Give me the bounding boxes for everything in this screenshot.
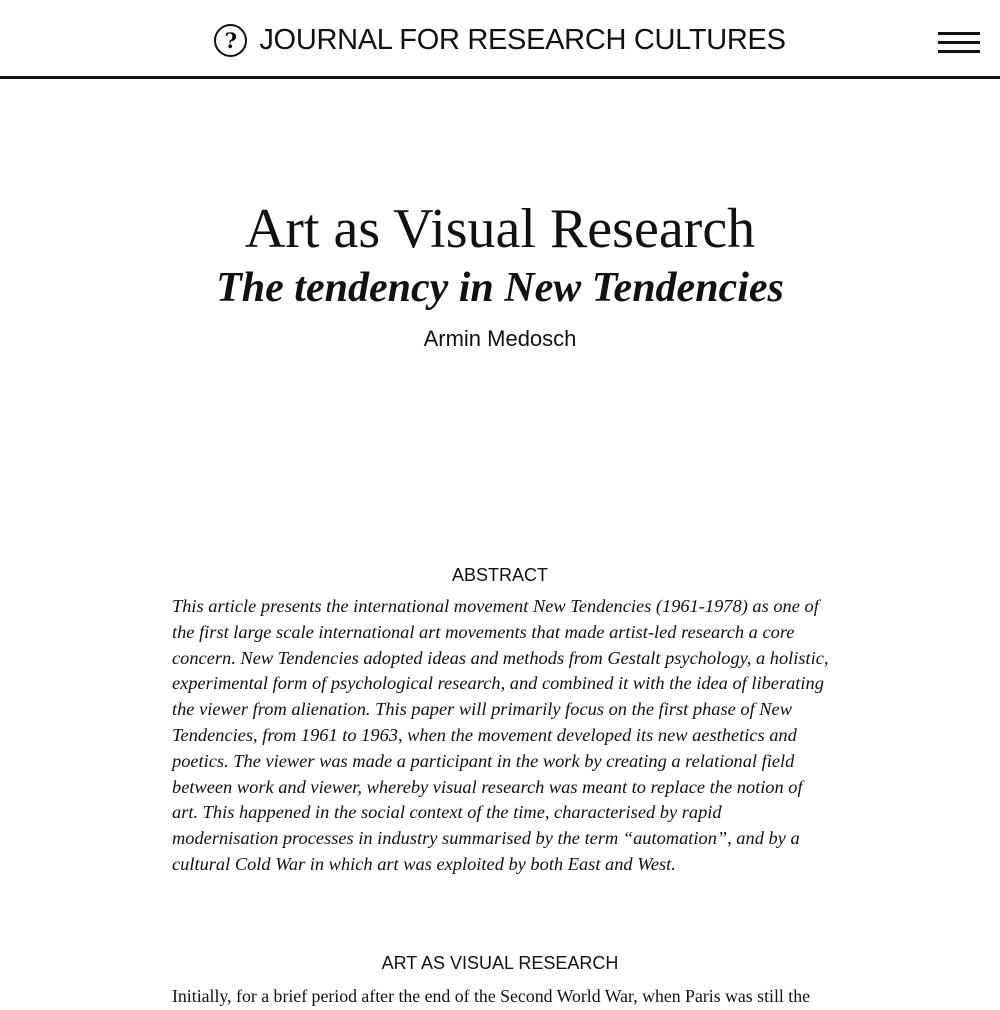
menu-bar-bottom	[938, 50, 980, 53]
site-header	[0, 0, 1000, 79]
question-mark-logo-icon: ?	[214, 24, 247, 57]
abstract-heading: ABSTRACT	[451, 565, 548, 585]
hamburger-menu-icon[interactable]	[938, 32, 980, 54]
abstract-text: This article presents the international movement New Tendencies (1961-1978) as one of the first large scale international art movements that made artist-led research a core concern. New Tendencies adopted ideas and methods from Gestalt psychology, a holistic, experimental form of psychological research, and combined it with the idea of liberating the viewer from alienation. This paper will primarily focus on the first phase of New Tendencies, from 1961 to 1963, when the movement developed its new aesthetics and poetics. The viewer was made a participant in the work by creating a relational field between work and viewer, whereby visual research was meant to replace the notion of art. This happened in the social context of the time, characterised by rapid modernisation processes in industry summarised by the term “automation”, and by a cultural Cold War in which art was exploited by both East and West.	[172, 596, 829, 874]
journal-title[interactable]: JOURNAL FOR RESEARCH CULTURES	[259, 24, 786, 56]
menu-bar-middle	[938, 41, 980, 44]
article-author[interactable]: Armin Medosch	[423, 326, 577, 351]
menu-bar-top	[938, 32, 980, 35]
article-title-block	[0, 196, 1000, 352]
journal-brand[interactable]	[0, 24, 1000, 57]
section-text: Initially, for a brief period after the end of the Second World War, when Paris was still the	[172, 986, 811, 1006]
section-heading: ART AS VISUAL RESEARCH	[381, 953, 619, 973]
article-title: Art as Visual Research	[244, 198, 756, 260]
article-subtitle: The tendency in New Tendencies	[216, 265, 784, 311]
